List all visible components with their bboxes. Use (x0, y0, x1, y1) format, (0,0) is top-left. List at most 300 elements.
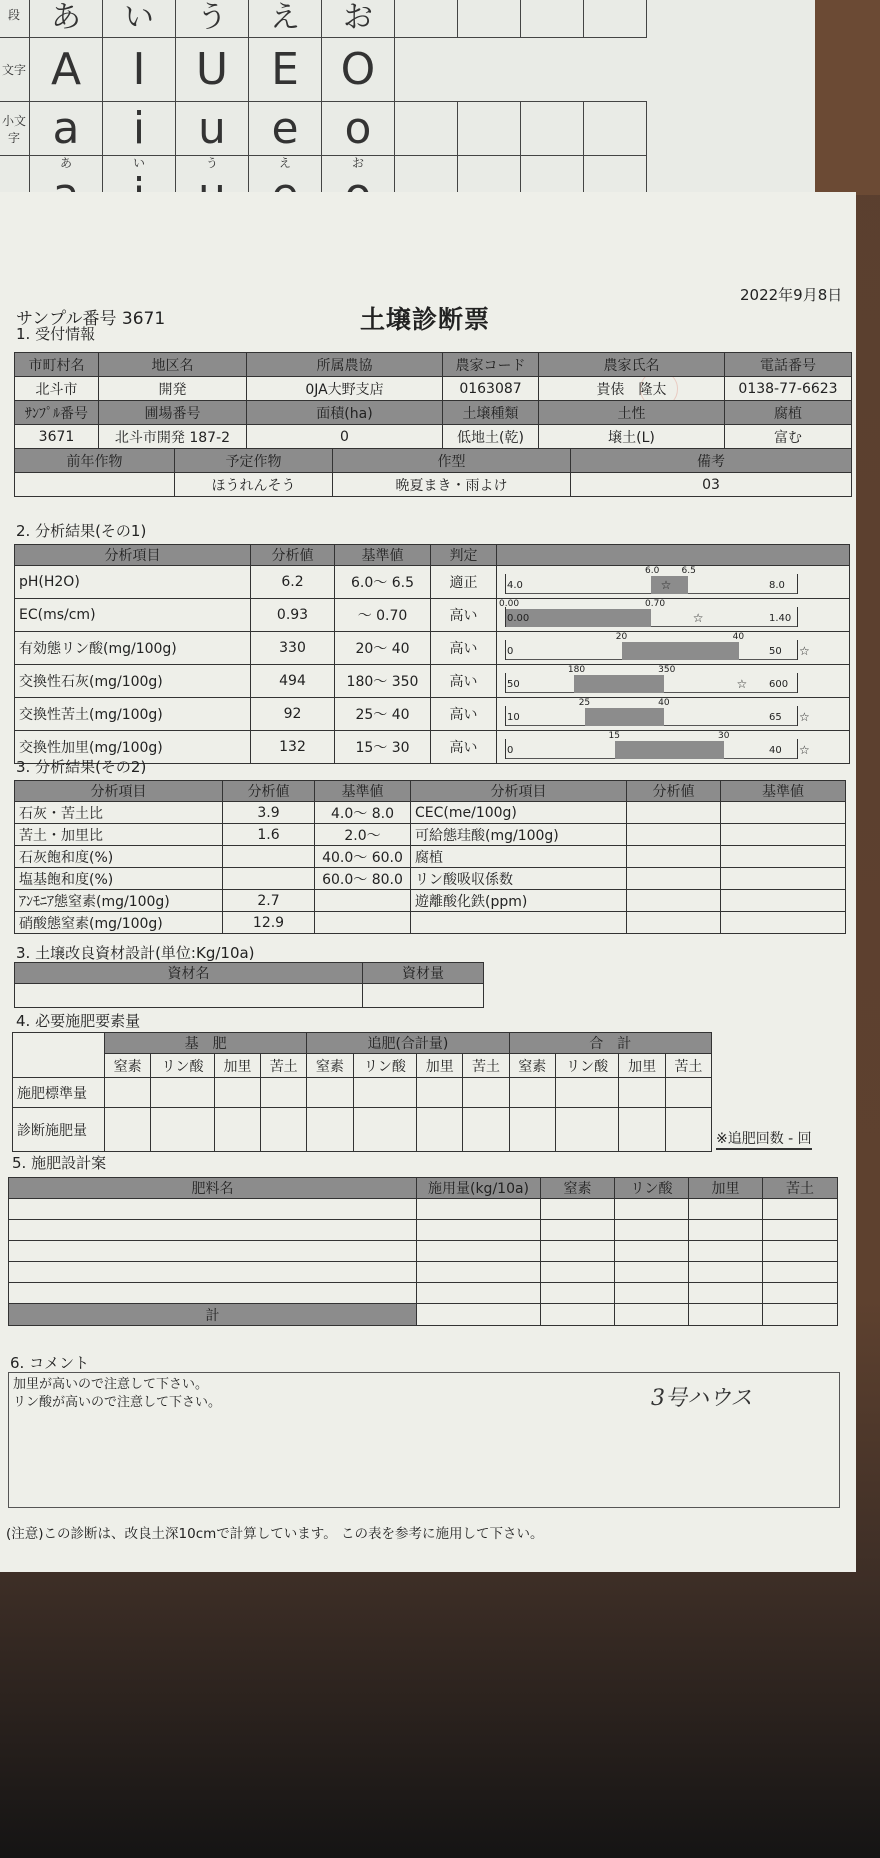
kana-small: お (351, 156, 364, 170)
header-cell: 市町村名 (15, 353, 99, 377)
range-bar-cell (497, 566, 850, 599)
header-cell: 土壌種類 (443, 401, 539, 425)
max-tick (797, 640, 798, 660)
sub-header-cell: リン酸 (555, 1054, 619, 1078)
table-cell (151, 1078, 215, 1108)
table-row (9, 1199, 838, 1220)
total-label: 計 (9, 1304, 417, 1326)
total-row (9, 1304, 838, 1326)
header-cell: 農家氏名 (539, 353, 725, 377)
table-cell (627, 824, 721, 846)
min-tick (505, 706, 506, 726)
table-cell (619, 1078, 665, 1108)
table-cell (689, 1262, 763, 1283)
range-low-label: 15 (608, 731, 620, 741)
header-cell (497, 545, 850, 566)
header-cell: 基準値 (721, 781, 846, 802)
header-cell: リン酸 (615, 1178, 689, 1199)
kana-cell: U (176, 38, 249, 102)
table-cell (541, 1199, 615, 1220)
table-row (15, 377, 852, 401)
sub-header-cell: 加里 (214, 1054, 260, 1078)
table-cell (627, 846, 721, 868)
analysis-item: 有効態リン酸(mg/100g) (15, 632, 251, 665)
kana-small: え (278, 156, 291, 170)
standard-range-band (585, 708, 664, 726)
reception-info-table (14, 352, 852, 449)
table-cell: 3.9 (223, 802, 315, 824)
standard-range: 20～ 40 (335, 632, 431, 665)
table-cell: 北斗市開発 187-2 (99, 425, 247, 449)
analysis-2-table (14, 780, 846, 934)
table-cell (261, 1108, 307, 1152)
judgement: 適正 (431, 566, 497, 599)
range-bar (497, 599, 849, 631)
table-cell (721, 868, 846, 890)
table-cell (619, 1108, 665, 1152)
table-row (15, 425, 852, 449)
max-tick (797, 706, 798, 726)
analysis-1-table (14, 544, 850, 764)
table-row (9, 1220, 838, 1241)
kana-cell: I (103, 38, 176, 102)
table-cell: 塩基飽和度(%) (15, 868, 223, 890)
range-low-label: 0.00 (499, 599, 520, 609)
header-cell: 圃場番号 (99, 401, 247, 425)
group-header-total: 合 計 (509, 1033, 711, 1054)
table-cell (9, 1262, 417, 1283)
table-cell (417, 1199, 541, 1220)
table-cell (541, 1262, 615, 1283)
page-title: 土壌診断票 (360, 305, 491, 334)
kana-row-label: 小文字 (0, 102, 30, 156)
sub-header-cell: 窒素 (105, 1054, 151, 1078)
analysis-row (15, 665, 850, 698)
analysis-row (15, 599, 850, 632)
table-cell (627, 890, 721, 912)
table-row (13, 1108, 712, 1152)
min-tick (505, 673, 506, 693)
amendment-table (14, 962, 484, 1008)
table-cell (315, 890, 411, 912)
table-cell: 石灰・苦土比 (15, 802, 223, 824)
kana-cell: a (30, 102, 103, 156)
table-cell (509, 1078, 555, 1108)
table-cell (555, 1108, 619, 1152)
table-cell: 3671 (15, 425, 99, 449)
analysis-item: 交換性加里(mg/100g) (15, 731, 251, 764)
analysis-row (15, 632, 850, 665)
table-cell (689, 1199, 763, 1220)
table-cell: 03 (571, 473, 852, 497)
table-cell (417, 1078, 463, 1108)
scale-max-label: 40 (769, 745, 782, 756)
kana-cell: え (249, 0, 322, 38)
kana-cell (584, 0, 647, 38)
row-label: 施肥標準量 (13, 1078, 105, 1108)
table-cell: 0 (247, 425, 443, 449)
min-tick (505, 640, 506, 660)
table-cell (363, 984, 484, 1008)
standard-range-band (622, 642, 739, 660)
analysis-item: 交換性苦土(mg/100g) (15, 698, 251, 731)
table-cell (541, 1220, 615, 1241)
table-cell (615, 1220, 689, 1241)
header-cell: 予定作物 (175, 449, 333, 473)
table-cell: 富む (725, 425, 852, 449)
kana-cell: お (322, 0, 395, 38)
table-header-row (15, 963, 484, 984)
table-cell (721, 802, 846, 824)
table-cell (417, 1108, 463, 1152)
scale-min-label: 10 (507, 712, 520, 723)
judgement: 高い (431, 632, 497, 665)
table-cell (615, 1199, 689, 1220)
table-cell: 2.0～ (315, 824, 411, 846)
table-cell (223, 846, 315, 868)
table-cell: 石灰飽和度(%) (15, 846, 223, 868)
analysis-row (15, 912, 846, 934)
analysis-row (15, 566, 850, 599)
standard-range: 15～ 30 (335, 731, 431, 764)
table-cell (541, 1304, 615, 1326)
scale-min-label: 0 (507, 745, 514, 756)
range-high-label: 40 (732, 632, 745, 642)
kana-row-label: 文字 (0, 38, 30, 102)
kana-cell: い (103, 0, 176, 38)
header-cell: 分析項目 (411, 781, 627, 802)
table-cell (463, 1078, 509, 1108)
header-cell: 前年作物 (15, 449, 175, 473)
sub-header-cell: 苦土 (463, 1054, 509, 1078)
header-cell (13, 1033, 105, 1078)
wood-edge (815, 0, 880, 195)
analysis-item: 交換性石灰(mg/100g) (15, 665, 251, 698)
min-tick (505, 607, 506, 627)
kana-small: あ (59, 156, 72, 170)
issue-date: 2022年9月8日 (740, 286, 843, 304)
analysis-value: 494 (251, 665, 335, 698)
standard-range: 180～ 350 (335, 665, 431, 698)
table-cell (223, 868, 315, 890)
table-cell: 12.9 (223, 912, 315, 934)
header-cell: 電話番号 (725, 353, 852, 377)
scale-min-label: 4.0 (507, 580, 523, 591)
header-cell: 分析値 (627, 781, 721, 802)
header-cell: 加里 (689, 1178, 763, 1199)
section-title-analysis-1: 2. 分析結果(その1) (16, 522, 147, 540)
header-cell: 苦土 (763, 1178, 838, 1199)
max-tick (797, 673, 798, 693)
sample-number-label: サンプル番号 3671 (16, 309, 166, 329)
sub-header-cell: 加里 (619, 1054, 665, 1078)
sub-header-cell: リン酸 (151, 1054, 215, 1078)
group-header-topdress: 追肥(合計量) (307, 1033, 509, 1054)
sub-header-cell: 窒素 (307, 1054, 353, 1078)
range-bar (497, 665, 849, 697)
header-cell: 地区名 (99, 353, 247, 377)
analysis-row (15, 802, 846, 824)
scale-min-label: 0 (507, 646, 514, 657)
table-cell (353, 1078, 417, 1108)
fertilizer-plan-table (8, 1177, 838, 1326)
judgement: 高い (431, 599, 497, 632)
kana-cell (395, 0, 458, 38)
analysis-value: 132 (251, 731, 335, 764)
table-cell (105, 1078, 151, 1108)
header-cell: 資材量 (363, 963, 484, 984)
value-star-marker: ☆ (799, 743, 810, 757)
table-cell (627, 912, 721, 934)
max-tick (797, 574, 798, 594)
standard-range-band (615, 741, 725, 759)
row-label: 診断施肥量 (13, 1108, 105, 1152)
standard-range: ～ 0.70 (335, 599, 431, 632)
analysis-value: 6.2 (251, 566, 335, 599)
footnote: (注意)この診断は、改良土深10cmで計算しています。 この表を参考に施用して下さい。 (6, 1526, 544, 1542)
standard-range: 25～ 40 (335, 698, 431, 731)
min-tick (505, 739, 506, 759)
table-header-row (13, 1033, 712, 1054)
soil-diagnosis-sheet (0, 192, 856, 1572)
table-cell: ｱﾝﾓﾆｱ態窒素(mg/100g) (15, 890, 223, 912)
handwritten-note: 3号ハウス (651, 1386, 753, 1411)
table-row (15, 984, 484, 1008)
range-bar (497, 731, 849, 763)
table-cell: 苦土・加里比 (15, 824, 223, 846)
table-cell (763, 1220, 838, 1241)
section-title-amendment: 3. 土壌改良資材設計(単位:Kg/10a) (16, 944, 255, 962)
table-cell: 晩夏まき・雨よけ (333, 473, 571, 497)
table-cell (214, 1078, 260, 1108)
table-cell (689, 1283, 763, 1304)
table-cell (417, 1241, 541, 1262)
header-cell: 分析値 (251, 545, 335, 566)
table-header-row (9, 1178, 838, 1199)
scale-max-label: 65 (769, 712, 782, 723)
header-cell: 分析項目 (15, 545, 251, 566)
kana-cell: う (176, 0, 249, 38)
range-bar-cell (497, 665, 850, 698)
scale-min-label: 0.00 (507, 613, 530, 624)
analysis-item: EC(ms/cm) (15, 599, 251, 632)
table-row (13, 1078, 712, 1108)
table-cell (411, 912, 627, 934)
header-cell: 施用量(kg/10a) (417, 1178, 541, 1199)
table-header-row (15, 781, 846, 802)
analysis-row (15, 824, 846, 846)
table-cell (463, 1108, 509, 1152)
table-cell: リン酸吸収係数 (411, 868, 627, 890)
range-bar-cell (497, 599, 850, 632)
range-high-label: 0.70 (645, 599, 666, 609)
range-low-label: 25 (578, 698, 591, 708)
analysis-row (15, 890, 846, 912)
table-cell (9, 1199, 417, 1220)
table-cell: 0JA大野支店 (247, 377, 443, 401)
table-cell (417, 1262, 541, 1283)
section-title-reception: 1. 受付情報 (16, 325, 96, 343)
table-cell (689, 1304, 763, 1326)
scale-max-label: 8.0 (769, 580, 785, 591)
table-cell (315, 912, 411, 934)
max-tick (797, 739, 798, 759)
table-cell (509, 1108, 555, 1152)
kana-cell: A (30, 38, 103, 102)
table-row (9, 1262, 838, 1283)
table-cell (763, 1199, 838, 1220)
table-cell (9, 1220, 417, 1241)
table-header-row (13, 1054, 712, 1078)
comment-box (8, 1372, 840, 1508)
table-cell (105, 1108, 151, 1152)
table-cell (721, 912, 846, 934)
table-cell: 腐植 (411, 846, 627, 868)
standard-range: 6.0～ 6.5 (335, 566, 431, 599)
header-cell: 基準値 (315, 781, 411, 802)
table-cell: 硝酸態窒素(mg/100g) (15, 912, 223, 934)
table-cell (721, 846, 846, 868)
kana-cell: 段 (0, 0, 30, 38)
table-cell: 壌土(L) (539, 425, 725, 449)
table-cell: 0163087 (443, 377, 539, 401)
table-cell (615, 1283, 689, 1304)
section-title-fertilizer-plan: 5. 施肥設計案 (12, 1154, 107, 1172)
header-cell: 窒素 (541, 1178, 615, 1199)
range-high-label: 6.5 (681, 566, 696, 576)
table-cell (261, 1078, 307, 1108)
max-tick (797, 607, 798, 627)
header-cell: 腐植 (725, 401, 852, 425)
table-cell: 60.0～ 80.0 (315, 868, 411, 890)
range-low-label: 20 (615, 632, 628, 642)
range-bar-cell (497, 731, 850, 764)
table-row (15, 473, 852, 497)
table-cell (689, 1220, 763, 1241)
kana-cell: o (322, 102, 395, 156)
table-cell (307, 1078, 353, 1108)
analysis-row (15, 698, 850, 731)
comment-line: リン酸が高いので注意して下さい。 (13, 1395, 222, 1410)
analysis-item: pH(H2O) (15, 566, 251, 599)
header-cell: 所属農協 (247, 353, 443, 377)
table-cell (627, 802, 721, 824)
table-cell (665, 1108, 711, 1152)
header-cell: 判定 (431, 545, 497, 566)
crop-info-table (14, 448, 852, 497)
analysis-row (15, 846, 846, 868)
section-title-comment: 6. コメント (10, 1354, 90, 1372)
scale-max-label: 600 (769, 679, 789, 690)
table-cell: 2.7 (223, 890, 315, 912)
table-cell (214, 1108, 260, 1152)
header-cell: 農家コード (443, 353, 539, 377)
topdress-count-note: ※追肥回数 - 回 (716, 1128, 812, 1150)
judgement: 高い (431, 698, 497, 731)
table-cell (15, 473, 175, 497)
kana-cell (458, 102, 521, 156)
kana-small: い (132, 156, 145, 170)
table-cell (615, 1241, 689, 1262)
table-cell (763, 1241, 838, 1262)
analysis-value: 92 (251, 698, 335, 731)
table-cell: 低地土(乾) (443, 425, 539, 449)
table-cell: CEC(me/100g) (411, 802, 627, 824)
sub-header-cell: 窒素 (509, 1054, 555, 1078)
group-header-base: 基 肥 (105, 1033, 307, 1054)
value-star-marker: ☆ (736, 677, 748, 691)
header-cell: 土性 (539, 401, 725, 425)
value-star-marker: ☆ (692, 611, 704, 625)
table-cell (417, 1220, 541, 1241)
table-cell (615, 1304, 689, 1326)
table-cell (763, 1262, 838, 1283)
table-cell: 北斗市 (15, 377, 99, 401)
range-low-label: 180 (567, 665, 586, 675)
table-cell (9, 1283, 417, 1304)
table-cell: ほうれんそう (175, 473, 333, 497)
kana-cell: O (322, 38, 395, 102)
analysis-row (15, 868, 846, 890)
table-cell (15, 984, 363, 1008)
header-cell: 分析値 (223, 781, 315, 802)
table-cell (541, 1283, 615, 1304)
table-cell (555, 1078, 619, 1108)
scale-max-label: 50 (769, 646, 782, 657)
table-cell: 4.0～ 8.0 (315, 802, 411, 824)
table-header-row (15, 449, 852, 473)
table-cell (763, 1283, 838, 1304)
kana-cell (458, 0, 521, 38)
table-cell (615, 1262, 689, 1283)
kana-cell: u (176, 102, 249, 156)
sub-header-cell: 加里 (417, 1054, 463, 1078)
table-cell: 貴俵 隆太 (539, 377, 725, 401)
range-high-label: 350 (658, 665, 676, 675)
sub-header-cell: 苦土 (665, 1054, 711, 1078)
range-high-label: 30 (718, 731, 730, 741)
analysis-value: 330 (251, 632, 335, 665)
kana-cell: あ (30, 0, 103, 38)
value-star-marker: ☆ (799, 644, 810, 658)
kana-blank (395, 38, 647, 102)
table-cell: 0138-77-6623 (725, 377, 852, 401)
table-header-row (15, 401, 852, 425)
table-cell (541, 1241, 615, 1262)
kana-cell: E (249, 38, 322, 102)
value-star-marker: ☆ (799, 710, 810, 724)
table-cell (417, 1304, 541, 1326)
kana-cell (395, 102, 458, 156)
table-cell (627, 868, 721, 890)
range-bar-cell (497, 698, 850, 731)
range-low-label: 6.0 (645, 566, 660, 576)
table-cell (665, 1078, 711, 1108)
judgement: 高い (431, 665, 497, 698)
section-title-fertilizer-elements: 4. 必要施肥要素量 (16, 1012, 141, 1030)
table-cell: 開発 (99, 377, 247, 401)
value-star-marker: ☆ (660, 578, 672, 592)
section-title-analysis-2: 3. 分析結果(その2) (16, 758, 147, 776)
judgement: 高い (431, 731, 497, 764)
table-cell (417, 1283, 541, 1304)
header-cell: 備考 (571, 449, 852, 473)
kana-practice-sheet (0, 0, 815, 195)
table-cell (9, 1241, 417, 1262)
range-bar-cell (497, 632, 850, 665)
kana-cell (521, 102, 584, 156)
table-cell: 遊離酸化鉄(ppm) (411, 890, 627, 912)
